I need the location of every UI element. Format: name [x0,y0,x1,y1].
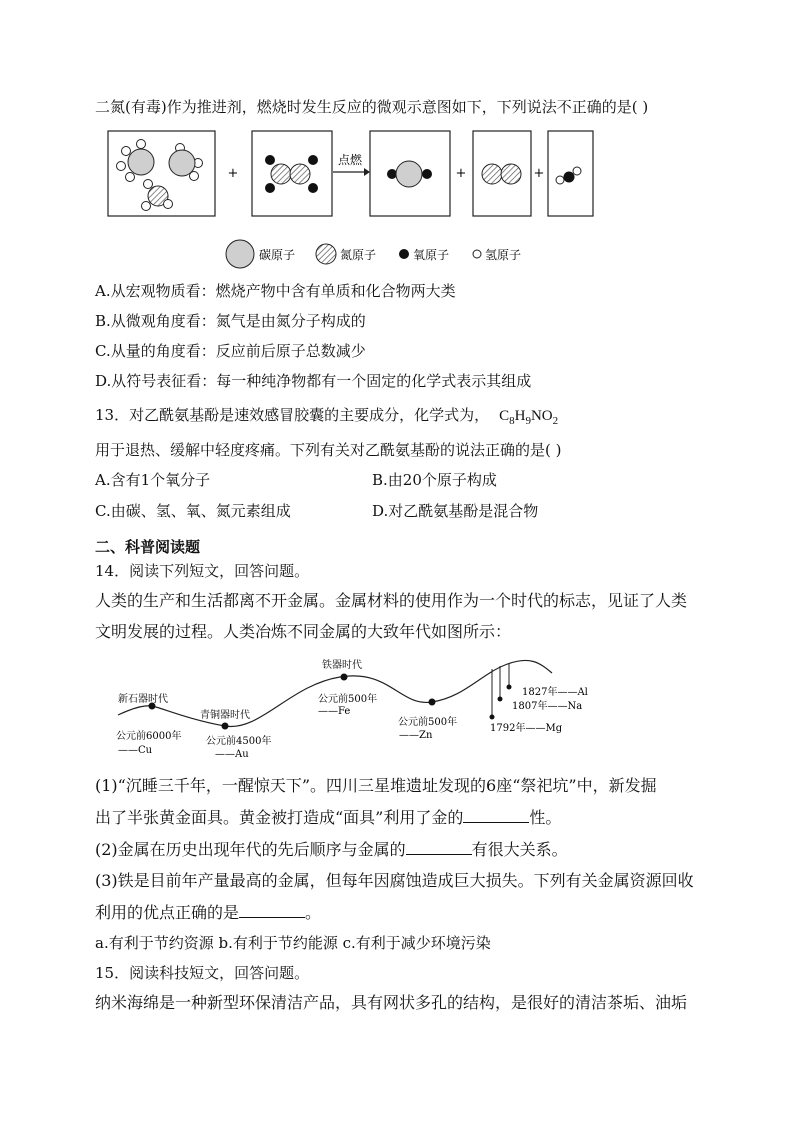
label-al: 1827年——Al [522,687,588,698]
plus-sign-3: + [533,166,545,181]
product-molecule-2 [482,164,521,184]
label-na: 1807年——Na [512,701,583,712]
q13-option-d: D.对乙酰氨基酚是混合物 [372,502,539,520]
q14-choices: a.有利于节约资源 b.有利于节约能源 c.有利于减少环境污染 [95,934,491,952]
label-zn: ——Zn [399,730,433,741]
q14-stem: 14．阅读下列短文，回答问题。 [95,562,310,580]
plus-sign-2: + [455,166,467,181]
answer-blank-2[interactable] [406,840,472,855]
au-point-icon [222,723,229,730]
answer-blank-1[interactable] [463,808,529,823]
reactant-molecule-2 [265,155,318,193]
label-cu: ——Cu [118,745,153,756]
zn-point-icon [429,699,436,706]
q14-para-line1: 人类的生产和生活都离不开金属。金属材料的使用作为一个时代的标志，见证了人类 [95,591,688,610]
q13-stem-line2: 用于退热、缓解中轻度疼痛。下列有关对乙酰氨基酚的说法正确的是( ) [95,441,562,459]
product-molecule-3 [556,167,581,184]
label-bronze: 青铜器时代 [200,710,250,721]
label-neolithic: 新石器时代 [118,694,168,705]
q12-option-d: D.从符号表征看：每一种纯净物都有一个固定的化学式表示其组成 [95,372,532,390]
legend-carbon-icon [226,240,254,268]
legend-carbon-label: 碳原子 [259,248,296,262]
arrow-label: 点燃 [337,153,363,167]
legend-nitrogen-label: 氮原子 [340,248,377,262]
label-cu-year: 公元前6000年 [116,731,182,742]
legend-nitrogen-icon [316,244,336,264]
fe-point-icon [341,674,348,681]
label-mg: 1792年——Mg [490,723,563,734]
legend-hydrogen-icon [473,250,481,258]
q13-option-c: C.由碳、氢、氧、氮元素组成 [95,502,291,520]
q15-para-line1: 纳米海绵是一种新型环保清洁产品，具有网状多孔的结构，是很好的清洁茶垢、油垢 [95,993,688,1012]
legend-oxygen-label: 氧原子 [413,248,450,262]
q15-stem: 15．阅读科技短文，回答问题。 [95,964,310,982]
answer-blank-3[interactable] [239,903,305,918]
q14-sub3-line2: 利用的优点正确的是 。 [95,903,322,922]
diagram-legend [226,240,521,268]
q13-stem-text: 13．对乙酰氨基酚是速效感冒胶囊的主要成分，化学式为， [95,406,490,424]
q13-option-a: A.含有1个氧分子 [95,471,211,489]
label-au: ——Au [215,749,249,760]
plus-sign-1: + [227,166,239,181]
q13-option-b: B.由20个原子构成 [372,471,497,489]
label-iron: 铁器时代 [322,660,362,671]
label-zn-year: 公元前500年 [398,717,458,728]
q12-option-c: C.从量的角度看：反应前后原子总数减少 [95,342,366,360]
q12-option-b: B.从微观角度看：氮气是由氮分子构成的 [95,312,366,330]
label-fe: ——Fe [318,706,351,717]
legend-oxygen-icon [399,249,409,259]
q12-stem: 二氮(有毒)作为推进剂，燃烧时发生反应的微观示意图如下，下列说法不正确的是( ) [95,98,649,116]
legend-hydrogen-label: 氢原子 [485,248,522,262]
q13-formula: $C_8H_9NO_2$ [499,408,559,427]
q14-sub2: (2)金属在历史出现年代的先后顺序与金属的 有很大关系。 [95,840,568,859]
section-heading: 二、科普阅读题 [95,538,201,556]
label-fe-year: 公元前500年 [318,694,378,705]
q14-sub1-line1: (1)“沉睡三千年，一醒惊天下”。四川三星堆遗址发现的6座“祭祀坑”中，新发掘 [95,776,657,795]
q14-sub1-line2: 出了半张黄金面具。黄金被打造成“面具”利用了金的 性。 [95,808,562,827]
metal-timeline-diagram [0,655,794,765]
q12-option-a: A.从宏观物质看：燃烧产物中含有单质和化合物两大类 [95,282,456,300]
label-au-year: 公元前4500年 [206,736,272,747]
q14-para-line2: 文明发展的过程。人类冶炼不同金属的大致年代如图所示： [95,622,512,641]
q13-stem [95,405,558,431]
q14-sub3-line1: (3)铁是目前年产量最高的金属，但每年因腐蚀造成巨大损失。下列有关金属资源回收 [95,871,694,890]
product-molecule-1 [387,161,432,187]
reactant-molecule-1 [117,140,203,211]
